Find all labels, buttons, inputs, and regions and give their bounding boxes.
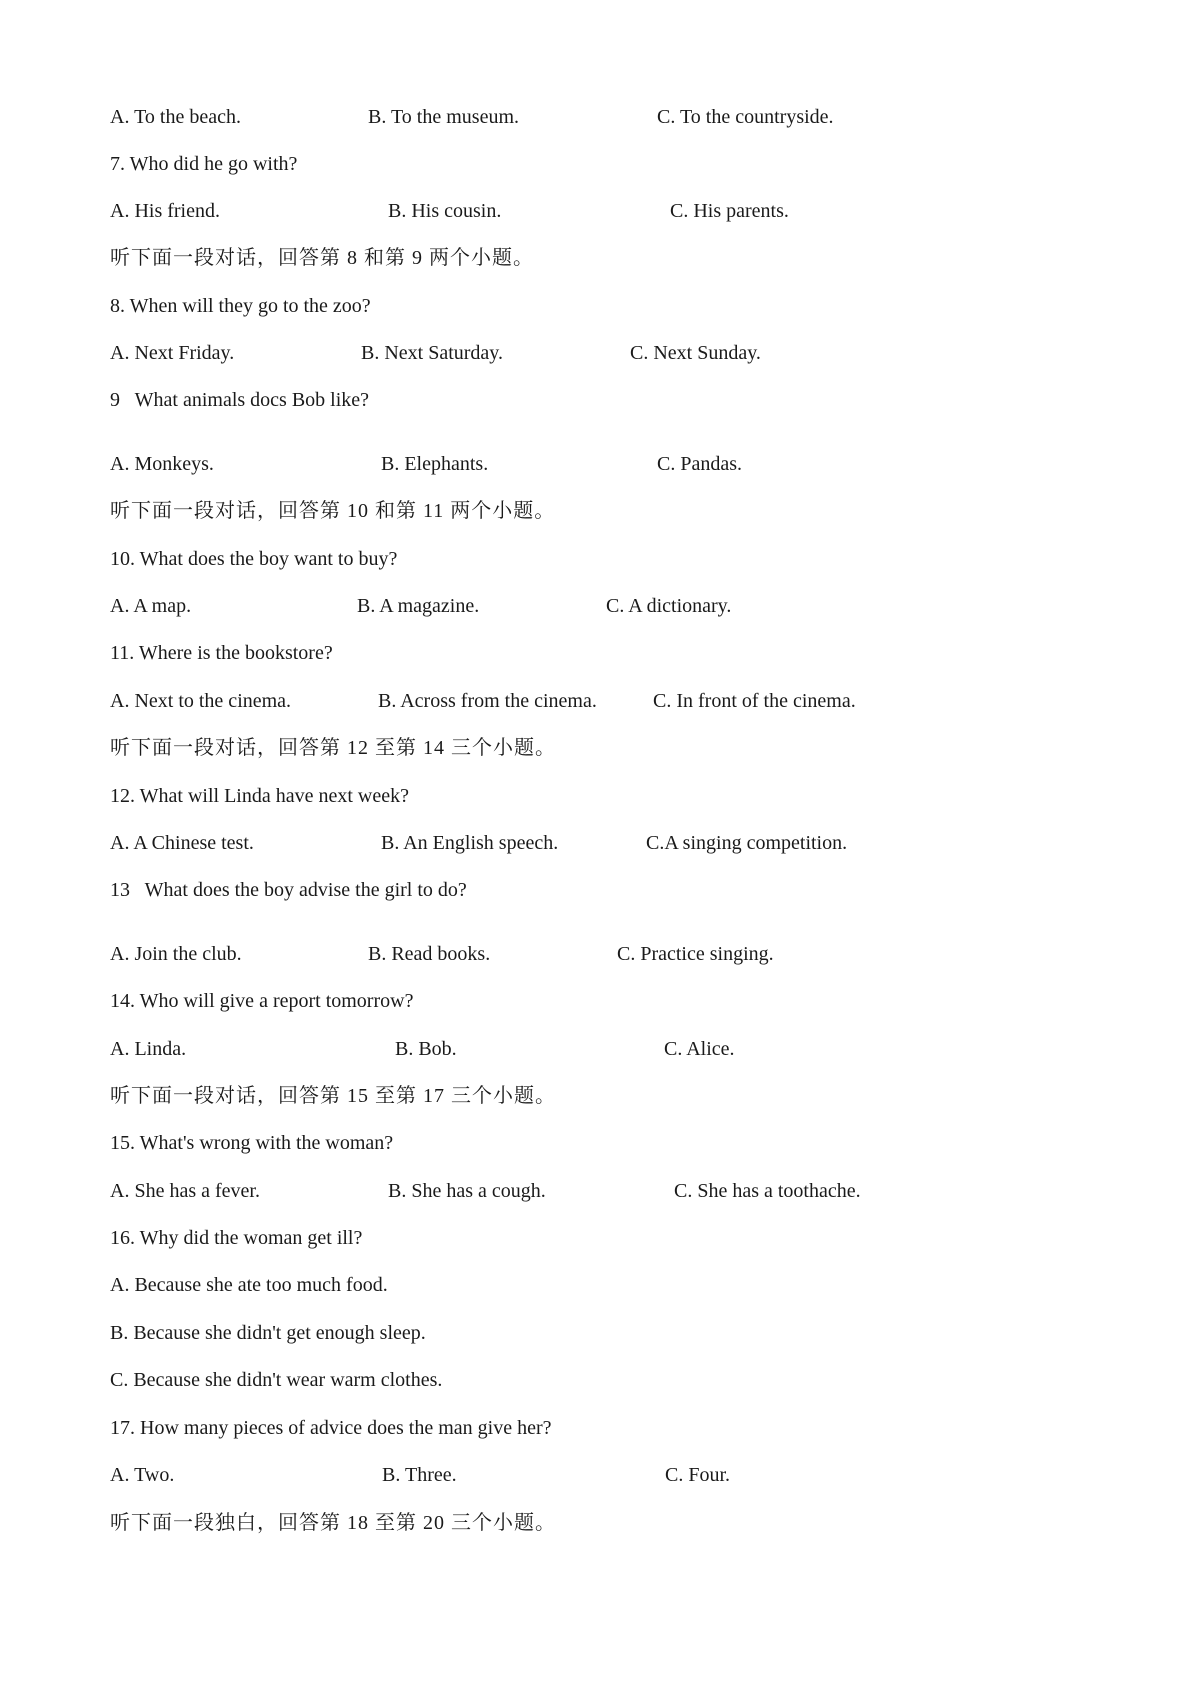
q16-option-c: C. Because she didn't wear warm clothes. (110, 1369, 443, 1391)
q11-option-a: A. Next to the cinema. (110, 690, 292, 712)
q10-option-c: C. A dictionary. (606, 595, 732, 617)
q9-option-a: A. Monkeys. (110, 453, 214, 475)
instruction-10-11: 听下面一段对话，回答第 10 和第 11 两个小题。 (110, 500, 556, 522)
q12-option-b: B. An English speech. (381, 832, 559, 854)
q8-option-b: B. Next Saturday. (361, 342, 504, 364)
q6-option-b: B. To the museum. (368, 106, 520, 128)
q8-question: 8. When will they go to the zoo? (110, 295, 371, 317)
q17-option-c: C. Four. (665, 1464, 731, 1486)
q14-option-c: C. Alice. (664, 1038, 735, 1060)
q10-option-a: A. A map. (110, 595, 192, 617)
q12-option-a: A. A Chinese test. (110, 832, 254, 854)
q17-option-b: B. Three. (382, 1464, 457, 1486)
q16-question: 16. Why did the woman get ill? (110, 1227, 363, 1249)
q6-option-c: C. To the countryside. (657, 106, 834, 128)
q8-option-c: C. Next Sunday. (630, 342, 761, 364)
q13-question: 13 What does the boy advise the girl to do? (110, 879, 467, 901)
q9-question: 9 What animals docs Bob like? (110, 389, 370, 411)
q7-option-b: B. His cousin. (388, 200, 502, 222)
q13-option-b: B. Read books. (368, 943, 491, 965)
q9-option-b: B. Elephants. (381, 453, 489, 475)
q10-question: 10. What does the boy want to buy? (110, 548, 398, 570)
q13-option-c: C. Practice singing. (617, 943, 774, 965)
q8-option-a: A. Next Friday. (110, 342, 235, 364)
q17-question: 17. How many pieces of advice does the man give her? (110, 1417, 552, 1439)
q9-option-c: C. Pandas. (657, 453, 742, 475)
q13-option-a: A. Join the club. (110, 943, 242, 965)
q17-option-a: A. Two. (110, 1464, 175, 1486)
q7-option-a: A. His friend. (110, 200, 220, 222)
q10-option-b: B. A magazine. (357, 595, 480, 617)
instruction-18-20: 听下面一段独白，回答第 18 至第 20 三个小题。 (110, 1512, 556, 1534)
q14-option-a: A. Linda. (110, 1038, 187, 1060)
q14-option-b: B. Bob. (395, 1038, 457, 1060)
q12-question: 12. What will Linda have next week? (110, 785, 409, 807)
instruction-12-14: 听下面一段对话，回答第 12 至第 14 三个小题。 (110, 737, 556, 759)
q11-question: 11. Where is the bookstore? (110, 642, 333, 664)
instruction-15-17: 听下面一段对话，回答第 15 至第 17 三个小题。 (110, 1085, 556, 1107)
q16-option-b: B. Because she didn't get enough sleep. (110, 1322, 426, 1344)
instruction-8-9: 听下面一段对话，回答第 8 和第 9 两个小题。 (110, 247, 534, 269)
q15-question: 15. What's wrong with the woman? (110, 1132, 394, 1154)
q11-option-b: B. Across from the cinema. (378, 690, 597, 712)
q7-question: 7. Who did he go with? (110, 153, 298, 175)
q15-option-b: B. She has a cough. (388, 1180, 546, 1202)
q15-option-c: C. She has a toothache. (674, 1180, 861, 1202)
q14-question: 14. Who will give a report tomorrow? (110, 990, 414, 1012)
q12-option-c: C.A singing competition. (646, 832, 848, 854)
q16-option-a: A. Because she ate too much food. (110, 1274, 388, 1296)
q7-option-c: C. His parents. (670, 200, 789, 222)
q15-option-a: A. She has a fever. (110, 1180, 260, 1202)
q6-option-a: A. To the beach. (110, 106, 241, 128)
q11-option-c: C. In front of the cinema. (653, 690, 856, 712)
